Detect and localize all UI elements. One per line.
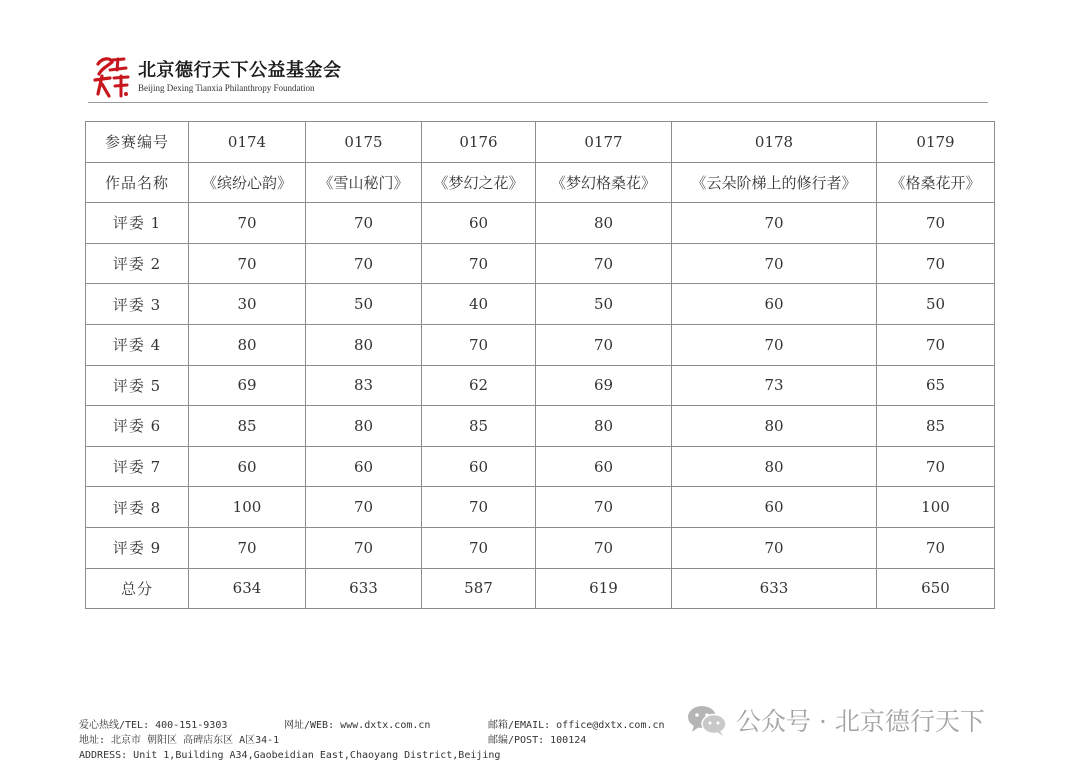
row-label: 评委 6 [86,406,189,447]
footer-address-cn: 地址: 北京市 朝阳区 高碑店东区 A区34-1 [79,735,280,746]
entry-id: 0178 [672,122,877,163]
score-cell: 70 [189,203,306,244]
score-cell: 60 [189,446,306,487]
table-row [86,365,995,406]
row-label: 评委 9 [86,527,189,568]
row-label: 评委 3 [86,284,189,325]
score-cell: 70 [877,527,995,568]
total-cell: 634 [189,568,306,609]
score-cell: 65 [877,365,995,406]
score-cell: 80 [536,203,672,244]
entry-title: 《梦幻格桑花》 [536,162,672,203]
score-cell: 70 [422,527,536,568]
letterhead [90,52,342,102]
score-cell: 80 [189,324,306,365]
footer-post: 邮编/POST: 100124 [488,735,587,746]
row-label: 评委 5 [86,365,189,406]
score-cell: 73 [672,365,877,406]
wechat-watermark [686,700,985,740]
score-cell: 70 [672,203,877,244]
entry-id: 0175 [306,122,422,163]
row-label: 评委 2 [86,243,189,284]
total-cell: 587 [422,568,536,609]
score-cell: 70 [422,324,536,365]
score-cell: 80 [672,446,877,487]
entry-id: 0177 [536,122,672,163]
score-cell: 60 [536,446,672,487]
entry-id: 0176 [422,122,536,163]
score-cell: 70 [306,527,422,568]
entry-title: 《云朵阶梯上的修行者》 [672,162,877,203]
table-row [86,284,995,325]
table-row [86,162,995,203]
wechat-icon [686,703,728,737]
footer-line-2 [79,733,779,748]
entry-id: 0179 [877,122,995,163]
entry-title: 《梦幻之花》 [422,162,536,203]
row-label: 评委 1 [86,203,189,244]
entry-id: 0174 [189,122,306,163]
score-cell: 70 [672,527,877,568]
score-cell: 70 [877,324,995,365]
score-cell: 40 [422,284,536,325]
table-row [86,243,995,284]
footer-contact [79,718,779,763]
score-cell: 50 [536,284,672,325]
score-cell: 100 [877,487,995,528]
row-label: 参赛编号 [86,122,189,163]
footer-address-en: ADDRESS: Unit 1,Building A34,Gaobeidian East,Chaoyang District,Beijing [79,750,501,761]
foundation-logo-icon [90,54,132,100]
score-cell: 50 [877,284,995,325]
total-cell: 633 [672,568,877,609]
score-table [85,121,995,609]
score-cell: 60 [672,487,877,528]
header-divider [88,102,988,103]
score-cell: 70 [306,487,422,528]
footer-line-1 [79,718,779,733]
foundation-name-block [138,61,342,94]
score-cell: 50 [306,284,422,325]
score-cell: 85 [877,406,995,447]
score-cell: 70 [672,243,877,284]
score-cell: 69 [536,365,672,406]
score-cell: 80 [306,406,422,447]
row-label: 评委 4 [86,324,189,365]
score-cell: 70 [536,487,672,528]
score-cell: 70 [536,527,672,568]
total-cell: 619 [536,568,672,609]
row-label: 评委 8 [86,487,189,528]
score-cell: 85 [189,406,306,447]
score-cell: 80 [306,324,422,365]
score-cell: 70 [306,203,422,244]
table-row [86,527,995,568]
entry-title: 《缤纷心韵》 [189,162,306,203]
score-cell: 60 [422,446,536,487]
score-cell: 70 [877,203,995,244]
foundation-name-cn: 北京德行天下公益基金会 [138,59,342,81]
table-row [86,487,995,528]
score-cell: 70 [189,243,306,284]
score-cell: 70 [536,324,672,365]
footer-line-3 [79,748,779,763]
table-row [86,203,995,244]
footer-hotline: 爱心热线/TEL: 400-151-9303 [79,720,228,731]
score-cell: 70 [536,243,672,284]
score-cell: 70 [422,243,536,284]
score-cell: 70 [422,487,536,528]
foundation-name-en: Beijing Dexing Tianxia Philanthropy Foundation [138,82,315,93]
entry-title: 《格桑花开》 [877,162,995,203]
score-cell: 85 [422,406,536,447]
table-row [86,122,995,163]
score-cell: 60 [306,446,422,487]
watermark-text: 公众号 · 北京德行天下 [736,707,985,736]
footer-web: 网址/WEB: www.dxtx.com.cn [284,720,431,731]
row-label: 评委 7 [86,446,189,487]
score-cell: 69 [189,365,306,406]
total-cell: 650 [877,568,995,609]
score-cell: 62 [422,365,536,406]
footer-email: 邮箱/EMAIL: office@dxtx.com.cn [488,720,665,731]
score-cell: 80 [672,406,877,447]
score-cell: 30 [189,284,306,325]
score-cell: 70 [189,527,306,568]
score-cell: 70 [306,243,422,284]
table-row [86,568,995,609]
table-row [86,324,995,365]
table-row [86,446,995,487]
total-cell: 633 [306,568,422,609]
score-cell: 70 [877,243,995,284]
score-cell: 83 [306,365,422,406]
score-cell: 80 [536,406,672,447]
table-row [86,406,995,447]
row-label: 总分 [86,568,189,609]
entry-title: 《雪山秘门》 [306,162,422,203]
score-cell: 60 [422,203,536,244]
score-cell: 100 [189,487,306,528]
row-label: 作品名称 [86,162,189,203]
score-cell: 70 [672,324,877,365]
score-cell: 60 [672,284,877,325]
score-cell: 70 [877,446,995,487]
